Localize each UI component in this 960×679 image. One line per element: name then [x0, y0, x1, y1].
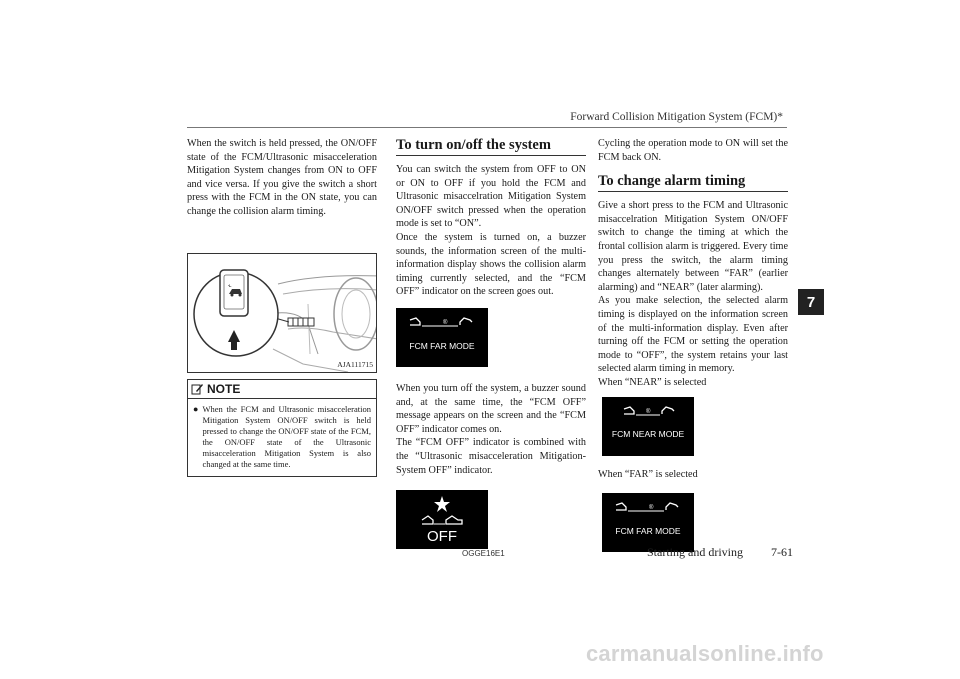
running-header: Forward Collision Mitigation System (FCM)*: [570, 111, 783, 123]
footer-code: OGGE16E1: [462, 549, 505, 558]
dashboard-illustration-drawing: [188, 254, 377, 373]
footer-section: Starting and driving: [647, 545, 743, 559]
page-number: 7-61: [771, 545, 793, 559]
alarm-timing-paragraph-1: Give a short press to the FCM and Ultrasonic misaccelration Mitigation System ON/OFF switch to change the timing at which the frontal collision alarm is triggered. Every time you press the switch, the alarm timing changes alternately between “FAR” (earlier alarming) and “NEAR” (later alarming).: [598, 200, 788, 293]
footer-page-info: [647, 545, 793, 560]
column-left: [187, 137, 377, 477]
display-fcm-off: [396, 490, 488, 549]
turn-on-off-paragraph-1: You can switch the system from OFF to ON or ON to OFF if you hold the FCM and Ultrasonic misaccelration Mitigation System ON/OFF switch pressed when the operation mode is set to “ON”.: [396, 164, 586, 230]
display-label-near: FCM NEAR MODE: [611, 428, 685, 439]
indicator-combined-paragraph: The “FCM OFF” indicator is combined with the “Ultrasonic misacceleration Mitigation-System OFF” indicator.: [396, 437, 586, 476]
cycling-paragraph: Cycling the operation mode to ON will set the FCM back ON.: [598, 138, 788, 163]
note-body: [188, 399, 376, 476]
near-collision-cars-icon: [602, 397, 694, 456]
note-box: [187, 379, 377, 477]
column-middle: [396, 137, 586, 549]
display-label-far-1: FCM FAR MODE: [409, 340, 475, 351]
column-right: [598, 137, 788, 552]
turn-off-paragraph: When you turn off the system, a buzzer sound and, at the same time, the “FCM OFF” message appears on the screen and the “FCM OFF” indicator comes on.: [396, 382, 586, 435]
far-caption: When “FAR” is selected: [598, 468, 698, 480]
heading-change-alarm-timing: To change alarm timing: [598, 173, 788, 192]
illustration-code: AJA111715: [337, 359, 373, 369]
watermark: carmanualsonline.info: [586, 641, 824, 666]
display-fcm-far-mode-2: [602, 493, 694, 552]
far-collision-cars-icon: [602, 493, 694, 552]
note-title: NOTE: [207, 381, 241, 396]
near-caption: When “NEAR” is selected: [598, 376, 707, 388]
switch-illustration: [187, 253, 377, 373]
note-pencil-icon: [191, 382, 204, 395]
bullet-icon: ●: [193, 403, 199, 414]
intro-paragraph: When the switch is held pressed, the ON/OFF state of the FCM/Ultrasonic misacceleration Mitigation System changes from ON to OFF and vice versa. If you give the switch a short press with the FCM in the ON state, you can change the collision alarm timing.: [187, 138, 377, 217]
svg-text:®: ®: [443, 319, 448, 326]
heading-turn-on-off: To turn on/off the system: [396, 137, 586, 156]
display-label-far-2: FCM FAR MODE: [615, 526, 681, 537]
svg-text:®: ®: [649, 505, 654, 512]
header-rule: [187, 127, 787, 128]
display-fcm-near-mode: [602, 397, 694, 456]
alarm-timing-paragraph-2: As you make selection, the selected alarm timing is displayed on the information screen of the multi-information display. Even after turning off the FCM or setting the operation mode to “OFF”, the system retains your last selected alarm timing in memory.: [598, 295, 788, 375]
svg-text:®: ®: [646, 408, 651, 415]
turn-on-off-paragraph-2: Once the system is turned on, a buzzer sounds, the information screen of the multi-information display shows the collision alarm timing currently selected, and the “FCM OFF” indicator on the screen goes out.: [396, 231, 586, 298]
display-fcm-far-mode: [396, 308, 488, 367]
note-text: When the FCM and Ultrasonic misacceleration Mitigation System ON/OFF switch is held pressed to change the ON/OFF state of the FCM, the ON/OFF state of the Ultrasonic misacceleration Mitigation System is also changed at the same time.: [202, 403, 371, 469]
chapter-tab: 7: [798, 289, 824, 315]
note-header: [188, 380, 376, 399]
display-label-off: OFF: [427, 528, 457, 546]
collision-cars-icon: [396, 308, 488, 367]
